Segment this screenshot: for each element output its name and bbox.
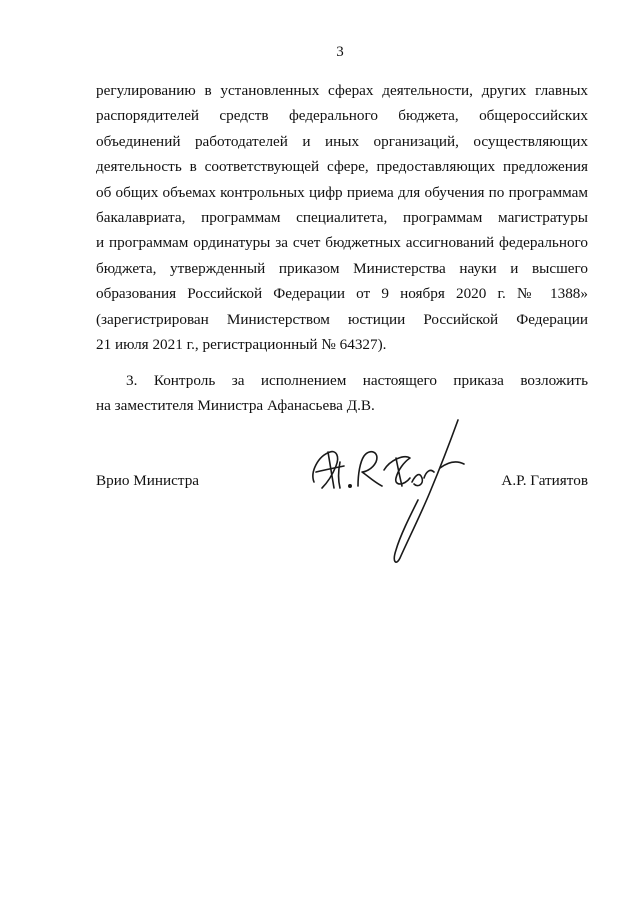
signatory-title: Врио Министра [96, 472, 200, 489]
paragraph-1-line: бакалавриата, программам специалитета, программам магистратуры [96, 209, 588, 227]
paragraph-2-line: на заместителя Министра Афанасьева Д.В. [96, 397, 375, 415]
page-number: 3 [336, 44, 344, 60]
paragraph-1-line: 21 июля 2021 г., регистрационный № 64327). [96, 336, 387, 354]
paragraph-1 [96, 78, 588, 357]
handwritten-signature [300, 412, 480, 572]
signatory-name: А.Р. Гатиятов [501, 472, 588, 489]
paragraph-1-line: об общих объемах контрольных цифр приема для обучения по программам [96, 183, 588, 201]
paragraph-1-line: объединений работодателей и иных организаций, осуществляющих [96, 132, 588, 150]
paragraph-1-line: распорядителей средств федерального бюджета, общероссийских [96, 107, 588, 125]
paragraph-1-line: (зарегистрирован Министерством юстиции Российской Федерации [96, 310, 588, 328]
paragraph-1-line: регулированию в установленных сферах деятельности, других главных [96, 82, 588, 99]
paragraph-2-line: 3. Контроль за исполнением настоящего приказа возложить [126, 372, 588, 389]
paragraph-1-line: деятельность в соответствующей сфере, предоставляющих предложения [96, 158, 588, 176]
paragraph-1-line: бюджета, утвержденный приказом Министерства науки и высшего [96, 259, 588, 277]
paragraph-1-line: образования Российской Федерации от 9 ноября 2020 г. № 1388» [96, 285, 588, 303]
paragraph-1-line: и программам ординатуры за счет бюджетных ассигнований федерального [96, 234, 588, 252]
